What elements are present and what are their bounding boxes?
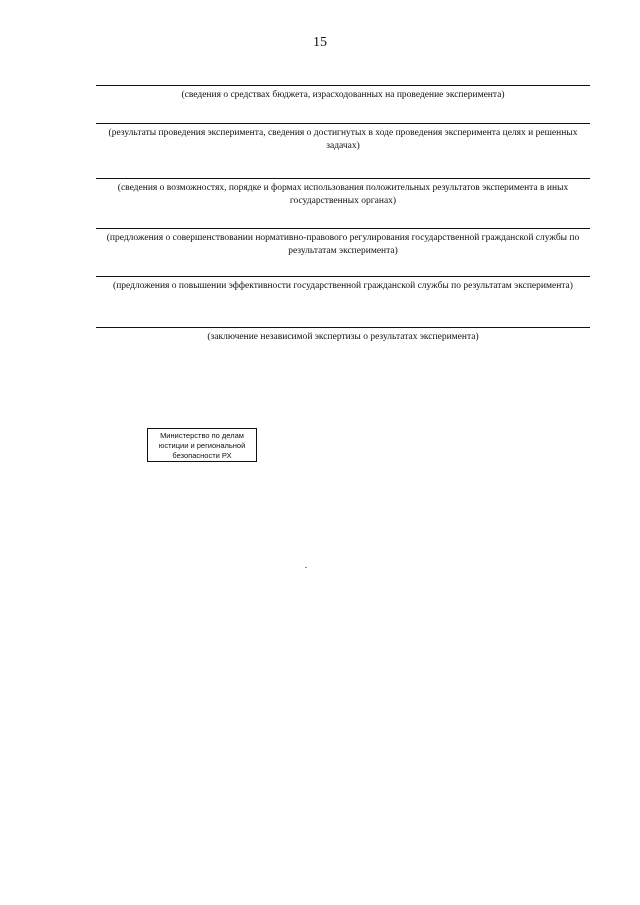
fill-in-line [96,123,590,124]
field-caption: (заключение независимой экспертизы о результатах эксперимента) [207,332,479,342]
form-field-usage-possibilities [96,178,590,208]
field-caption: (результаты проведения эксперимента, сведения о достигнутых в ходе проведения эксперимента целях и решенных задачах) [108,128,578,151]
fill-in-line [96,178,590,179]
field-caption: (предложения о совершенствовании нормативно-правового регулирования государственной гражданской службы по результатам эксперимента) [106,233,580,256]
form-field-budget-spending [96,85,590,102]
form-field-regulation-proposals [96,228,590,258]
fill-in-line [96,228,590,229]
ministry-stamp [147,428,257,462]
form-field-efficiency-proposals [96,276,590,293]
fill-in-line [96,85,590,86]
stamp-line: безопасности РХ [172,451,232,460]
scan-artifact [305,567,307,568]
field-caption: (сведения о возможностях, порядке и формах использования положительных результатов эксперимента в иных государственных органах) [117,183,569,206]
page-number: 15 [313,35,327,50]
form-field-experiment-results [96,123,590,153]
fill-in-line [96,327,590,328]
fill-in-line [96,276,590,277]
field-caption: (предложения о повышении эффективности государственной гражданской службы по результатам эксперимента) [113,281,573,291]
stamp-line: Министерство по делам [160,431,244,440]
field-caption: (сведения о средствах бюджета, израсходованных на проведение эксперимента) [181,90,505,100]
form-field-independent-expertise [96,327,590,344]
stamp-line: юстиции и региональной [158,441,246,450]
